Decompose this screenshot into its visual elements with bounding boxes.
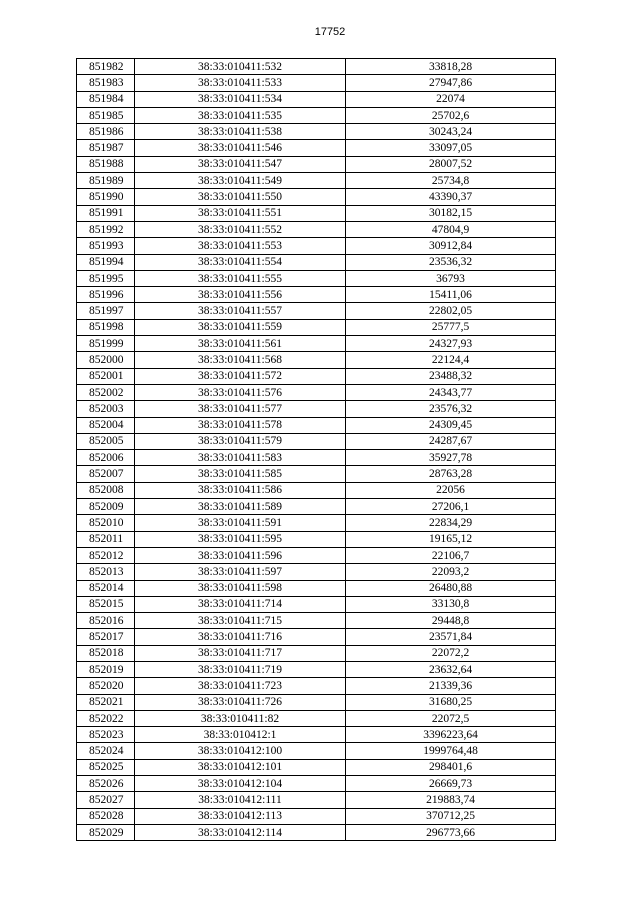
cadastral-number-cell: 38:33:010411:556 bbox=[135, 287, 346, 303]
cadastral-value-cell: 33130,8 bbox=[346, 596, 556, 612]
table-row bbox=[77, 629, 556, 645]
cadastral-number-cell: 38:33:010412:100 bbox=[135, 743, 346, 759]
cadastral-number-cell: 38:33:010411:583 bbox=[135, 450, 346, 466]
cadastral-value-cell: 23632,64 bbox=[346, 661, 556, 677]
cadastral-number-cell: 38:33:010412:101 bbox=[135, 759, 346, 775]
row-number-cell: 852002 bbox=[77, 384, 135, 400]
cadastral-value-cell: 15411,06 bbox=[346, 287, 556, 303]
cadastral-number-cell: 38:33:010411:577 bbox=[135, 401, 346, 417]
cadastral-number-cell: 38:33:010411:534 bbox=[135, 91, 346, 107]
table-row bbox=[77, 221, 556, 237]
row-number-cell: 852011 bbox=[77, 531, 135, 547]
row-number-cell: 852018 bbox=[77, 645, 135, 661]
cadastral-value-cell: 22072,5 bbox=[346, 710, 556, 726]
cadastral-value-cell: 22072,2 bbox=[346, 645, 556, 661]
row-number-cell: 851987 bbox=[77, 140, 135, 156]
cadastral-number-cell: 38:33:010411:589 bbox=[135, 499, 346, 515]
cadastral-value-cell: 22074 bbox=[346, 91, 556, 107]
cadastral-value-cell: 27206,1 bbox=[346, 499, 556, 515]
row-number-cell: 852001 bbox=[77, 368, 135, 384]
row-number-cell: 851999 bbox=[77, 336, 135, 352]
cadastral-number-cell: 38:33:010411:586 bbox=[135, 482, 346, 498]
table-row bbox=[77, 808, 556, 824]
cadastral-value-cell: 23536,32 bbox=[346, 254, 556, 270]
table-row bbox=[77, 450, 556, 466]
row-number-cell: 852025 bbox=[77, 759, 135, 775]
cadastral-number-cell: 38:33:010411:555 bbox=[135, 270, 346, 286]
table-row bbox=[77, 433, 556, 449]
row-number-cell: 852014 bbox=[77, 580, 135, 596]
row-number-cell: 852012 bbox=[77, 547, 135, 563]
cadastral-number-cell: 38:33:010411:533 bbox=[135, 75, 346, 91]
row-number-cell: 852029 bbox=[77, 824, 135, 840]
row-number-cell: 851984 bbox=[77, 91, 135, 107]
row-number-cell: 851983 bbox=[77, 75, 135, 91]
row-number-cell: 851995 bbox=[77, 270, 135, 286]
cadastral-value-cell: 23571,84 bbox=[346, 629, 556, 645]
cadastral-value-cell: 23488,32 bbox=[346, 368, 556, 384]
cadastral-number-cell: 38:33:010411:715 bbox=[135, 613, 346, 629]
table-row bbox=[77, 384, 556, 400]
table-row bbox=[77, 270, 556, 286]
row-number-cell: 852013 bbox=[77, 564, 135, 580]
row-number-cell: 852021 bbox=[77, 694, 135, 710]
cadastral-value-cell: 3396223,64 bbox=[346, 727, 556, 743]
cadastral-number-cell: 38:33:010411:717 bbox=[135, 645, 346, 661]
row-number-cell: 852010 bbox=[77, 515, 135, 531]
row-number-cell: 851992 bbox=[77, 221, 135, 237]
table-row bbox=[77, 661, 556, 677]
cadastral-number-cell: 38:33:010411:726 bbox=[135, 694, 346, 710]
row-number-cell: 851988 bbox=[77, 156, 135, 172]
cadastral-value-cell: 25702,6 bbox=[346, 107, 556, 123]
table-row bbox=[77, 401, 556, 417]
table-row bbox=[77, 678, 556, 694]
row-number-cell: 851997 bbox=[77, 303, 135, 319]
cadastral-number-cell: 38:33:010411:596 bbox=[135, 547, 346, 563]
table-row bbox=[77, 91, 556, 107]
cadastral-value-cell: 24327,93 bbox=[346, 336, 556, 352]
cadastral-number-cell: 38:33:010411:598 bbox=[135, 580, 346, 596]
row-number-cell: 852028 bbox=[77, 808, 135, 824]
cadastral-number-cell: 38:33:010411:557 bbox=[135, 303, 346, 319]
cadastral-number-cell: 38:33:010411:572 bbox=[135, 368, 346, 384]
cadastral-value-cell: 21339,36 bbox=[346, 678, 556, 694]
table-row bbox=[77, 727, 556, 743]
table-row bbox=[77, 710, 556, 726]
cadastral-value-cell: 22056 bbox=[346, 482, 556, 498]
row-number-cell: 851982 bbox=[77, 59, 135, 75]
cadastral-value-cell: 33818,28 bbox=[346, 59, 556, 75]
table-row bbox=[77, 613, 556, 629]
table-row bbox=[77, 417, 556, 433]
row-number-cell: 852000 bbox=[77, 352, 135, 368]
cadastral-value-cell: 22834,29 bbox=[346, 515, 556, 531]
cadastral-number-cell: 38:33:010412:113 bbox=[135, 808, 346, 824]
cadastral-value-cell: 370712,25 bbox=[346, 808, 556, 824]
cadastral-value-cell: 47804,9 bbox=[346, 221, 556, 237]
cadastral-value-cell: 25777,5 bbox=[346, 319, 556, 335]
table-row bbox=[77, 352, 556, 368]
cadastral-value-cell: 31680,25 bbox=[346, 694, 556, 710]
table-row bbox=[77, 824, 556, 840]
table-row bbox=[77, 694, 556, 710]
table-row bbox=[77, 303, 556, 319]
cadastral-number-cell: 38:33:010411:535 bbox=[135, 107, 346, 123]
cadastral-number-cell: 38:33:010412:111 bbox=[135, 792, 346, 808]
cadastral-number-cell: 38:33:010411:553 bbox=[135, 238, 346, 254]
cadastral-number-cell: 38:33:010411:716 bbox=[135, 629, 346, 645]
table-row bbox=[77, 547, 556, 563]
table-row bbox=[77, 189, 556, 205]
table-row bbox=[77, 482, 556, 498]
row-number-cell: 852027 bbox=[77, 792, 135, 808]
cadastral-value-cell: 22124,4 bbox=[346, 352, 556, 368]
row-number-cell: 852007 bbox=[77, 466, 135, 482]
table-row bbox=[77, 466, 556, 482]
row-number-cell: 851998 bbox=[77, 319, 135, 335]
row-number-cell: 852024 bbox=[77, 743, 135, 759]
cadastral-number-cell: 38:33:010411:714 bbox=[135, 596, 346, 612]
table-row bbox=[77, 254, 556, 270]
table-row bbox=[77, 499, 556, 515]
row-number-cell: 851986 bbox=[77, 124, 135, 140]
cadastral-value-cell: 29448,8 bbox=[346, 613, 556, 629]
cadastral-number-cell: 38:33:010411:547 bbox=[135, 156, 346, 172]
cadastral-number-cell: 38:33:010411:719 bbox=[135, 661, 346, 677]
cadastral-value-cell: 28007,52 bbox=[346, 156, 556, 172]
table-body bbox=[77, 59, 556, 841]
table-row bbox=[77, 531, 556, 547]
row-number-cell: 852006 bbox=[77, 450, 135, 466]
cadastral-number-cell: 38:33:010412:114 bbox=[135, 824, 346, 840]
table-row bbox=[77, 173, 556, 189]
cadastral-number-cell: 38:33:010411:576 bbox=[135, 384, 346, 400]
cadastral-value-cell: 22106,7 bbox=[346, 547, 556, 563]
cadastral-value-cell: 22802,05 bbox=[346, 303, 556, 319]
cadastral-number-cell: 38:33:010411:538 bbox=[135, 124, 346, 140]
row-number-cell: 852022 bbox=[77, 710, 135, 726]
table-row bbox=[77, 645, 556, 661]
cadastral-number-cell: 38:33:010411:554 bbox=[135, 254, 346, 270]
cadastral-value-cell: 30243,24 bbox=[346, 124, 556, 140]
table-row bbox=[77, 238, 556, 254]
cadastral-value-cell: 28763,28 bbox=[346, 466, 556, 482]
table-row bbox=[77, 59, 556, 75]
row-number-cell: 852009 bbox=[77, 499, 135, 515]
row-number-cell: 851991 bbox=[77, 205, 135, 221]
row-number-cell: 852005 bbox=[77, 433, 135, 449]
cadastral-number-cell: 38:33:010412:104 bbox=[135, 776, 346, 792]
cadastral-number-cell: 38:33:010411:550 bbox=[135, 189, 346, 205]
row-number-cell: 851985 bbox=[77, 107, 135, 123]
row-number-cell: 852019 bbox=[77, 661, 135, 677]
table-row bbox=[77, 107, 556, 123]
cadastral-number-cell: 38:33:010411:585 bbox=[135, 466, 346, 482]
row-number-cell: 851989 bbox=[77, 173, 135, 189]
row-number-cell: 852017 bbox=[77, 629, 135, 645]
cadastral-value-cell: 219883,74 bbox=[346, 792, 556, 808]
cadastral-number-cell: 38:33:010411:597 bbox=[135, 564, 346, 580]
row-number-cell: 852023 bbox=[77, 727, 135, 743]
row-number-cell: 852016 bbox=[77, 613, 135, 629]
row-number-cell: 852004 bbox=[77, 417, 135, 433]
cadastral-value-cell: 24287,67 bbox=[346, 433, 556, 449]
table-row bbox=[77, 580, 556, 596]
row-number-cell: 852026 bbox=[77, 776, 135, 792]
table-row bbox=[77, 156, 556, 172]
table-row bbox=[77, 205, 556, 221]
cadastral-value-cell: 30182,15 bbox=[346, 205, 556, 221]
row-number-cell: 852003 bbox=[77, 401, 135, 417]
cadastral-number-cell: 38:33:010411:546 bbox=[135, 140, 346, 156]
cadastral-value-cell: 23576,32 bbox=[346, 401, 556, 417]
table-row bbox=[77, 564, 556, 580]
cadastral-value-table bbox=[76, 58, 556, 841]
table-row bbox=[77, 75, 556, 91]
cadastral-value-cell: 33097,05 bbox=[346, 140, 556, 156]
cadastral-value-cell: 26480,88 bbox=[346, 580, 556, 596]
table-row bbox=[77, 515, 556, 531]
table-row bbox=[77, 124, 556, 140]
table-row bbox=[77, 792, 556, 808]
cadastral-number-cell: 38:33:010411:551 bbox=[135, 205, 346, 221]
row-number-cell: 851994 bbox=[77, 254, 135, 270]
table-row bbox=[77, 319, 556, 335]
cadastral-value-cell: 1999764,48 bbox=[346, 743, 556, 759]
cadastral-number-cell: 38:33:010411:595 bbox=[135, 531, 346, 547]
cadastral-value-cell: 30912,84 bbox=[346, 238, 556, 254]
cadastral-value-cell: 27947,86 bbox=[346, 75, 556, 91]
table-row bbox=[77, 368, 556, 384]
row-number-cell: 851996 bbox=[77, 287, 135, 303]
cadastral-value-cell: 298401,6 bbox=[346, 759, 556, 775]
cadastral-number-cell: 38:33:010411:579 bbox=[135, 433, 346, 449]
table-row bbox=[77, 336, 556, 352]
cadastral-number-cell: 38:33:010411:568 bbox=[135, 352, 346, 368]
table-row bbox=[77, 776, 556, 792]
cadastral-value-cell: 25734,8 bbox=[346, 173, 556, 189]
row-number-cell: 851990 bbox=[77, 189, 135, 205]
row-number-cell: 851993 bbox=[77, 238, 135, 254]
cadastral-value-cell: 296773,66 bbox=[346, 824, 556, 840]
cadastral-value-cell: 24343,77 bbox=[346, 384, 556, 400]
row-number-cell: 852020 bbox=[77, 678, 135, 694]
cadastral-value-cell: 26669,73 bbox=[346, 776, 556, 792]
cadastral-number-cell: 38:33:010411:532 bbox=[135, 59, 346, 75]
row-number-cell: 852015 bbox=[77, 596, 135, 612]
cadastral-number-cell: 38:33:010411:552 bbox=[135, 221, 346, 237]
table-row bbox=[77, 596, 556, 612]
cadastral-value-cell: 43390,37 bbox=[346, 189, 556, 205]
table-row bbox=[77, 759, 556, 775]
cadastral-number-cell: 38:33:010411:591 bbox=[135, 515, 346, 531]
cadastral-value-cell: 35927,78 bbox=[346, 450, 556, 466]
cadastral-value-cell: 19165,12 bbox=[346, 531, 556, 547]
cadastral-number-cell: 38:33:010411:723 bbox=[135, 678, 346, 694]
cadastral-number-cell: 38:33:010412:1 bbox=[135, 727, 346, 743]
cadastral-number-cell: 38:33:010411:578 bbox=[135, 417, 346, 433]
cadastral-value-cell: 24309,45 bbox=[346, 417, 556, 433]
cadastral-number-cell: 38:33:010411:561 bbox=[135, 336, 346, 352]
table-row bbox=[77, 287, 556, 303]
table-row bbox=[77, 140, 556, 156]
cadastral-value-cell: 22093,2 bbox=[346, 564, 556, 580]
row-number-cell: 852008 bbox=[77, 482, 135, 498]
page-number: 17752 bbox=[314, 26, 346, 38]
cadastral-value-cell: 36793 bbox=[346, 270, 556, 286]
cadastral-number-cell: 38:33:010411:549 bbox=[135, 173, 346, 189]
cadastral-number-cell: 38:33:010411:559 bbox=[135, 319, 346, 335]
table-row bbox=[77, 743, 556, 759]
cadastral-number-cell: 38:33:010411:82 bbox=[135, 710, 346, 726]
